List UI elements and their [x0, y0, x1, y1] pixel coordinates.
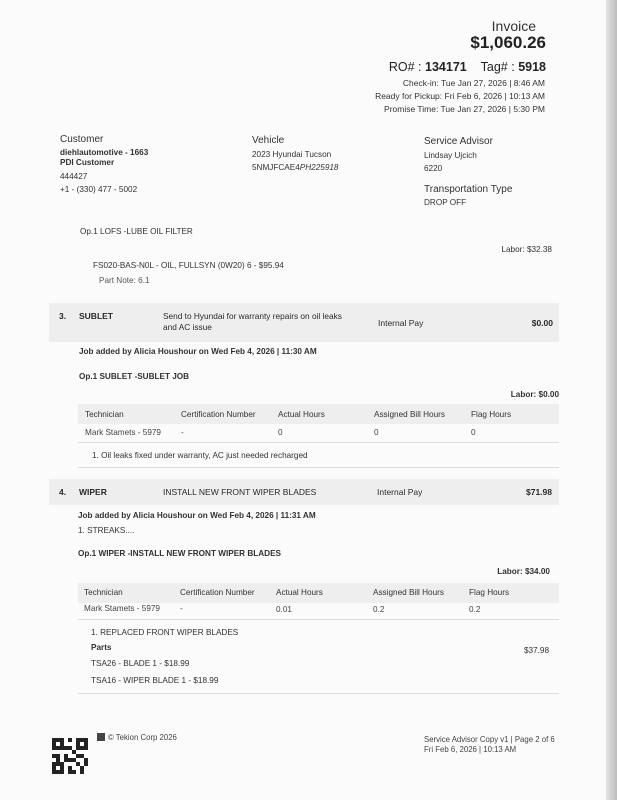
- prev-part-note: Part Note: 6.1: [99, 276, 150, 285]
- promise-time: Promise Time: Tue Jan 27, 2026 | 5:30 PM: [384, 104, 545, 114]
- ro-label: RO# :: [388, 60, 422, 74]
- advisor-heading: Service Advisor: [424, 136, 493, 147]
- advisor-number: 6220: [424, 164, 443, 173]
- checkin-time: Check-in: Tue Jan 27, 2026 | 8:46 AM: [402, 78, 545, 88]
- job4-th-flag: Flag Hours: [469, 588, 510, 597]
- job4-pay-type: Internal Pay: [377, 487, 423, 497]
- job4-th-actual: Actual Hours: [276, 588, 323, 597]
- job3-pay-type: Internal Pay: [378, 318, 424, 328]
- job4-th-cert: Certification Number: [180, 588, 255, 597]
- job3-number: 3.: [59, 311, 67, 321]
- vin-suffix: PH225918: [299, 163, 339, 172]
- scan-edge: [606, 0, 617, 800]
- job3-note-rule: [78, 467, 559, 468]
- job3-td-actual: 0: [278, 428, 283, 437]
- prev-op: Op.1 LOFS -LUBE OIL FILTER: [80, 227, 193, 236]
- job3-th-actual: Actual Hours: [278, 410, 325, 419]
- vehicle-model: 2023 Hyundai Tucson: [252, 150, 332, 159]
- job4-concern: 1. STREAKS....: [78, 526, 135, 535]
- invoice-total: $1,060.26: [470, 33, 546, 52]
- job3-tech-rule: [78, 442, 559, 443]
- job3-labor: Labor: $0.00: [510, 390, 559, 399]
- job3-td-technician: Mark Stamets - 5979: [85, 428, 161, 437]
- job4-parts-total: $37.98: [523, 646, 549, 655]
- job4-part-1: TSA26 - BLADE 1 - $18.99: [91, 659, 190, 668]
- job4-op: Op.1 WIPER -INSTALL NEW FRONT WIPER BLADES: [78, 549, 282, 558]
- job4-code: WIPER: [79, 487, 107, 497]
- job4-tech-rule: [78, 619, 559, 620]
- job3-code: SUBLET: [79, 311, 113, 321]
- job4-th-technician: Technician: [84, 588, 123, 597]
- job4-description: INSTALL NEW FRONT WIPER BLADES: [163, 487, 317, 497]
- job3-th-assigned: Assigned Bill Hours: [374, 410, 445, 419]
- vehicle-vin: [252, 162, 338, 174]
- vin-prefix: 5NMJFCAE4: [252, 163, 300, 172]
- footer-copy-info: Service Advisor Copy v1 | Page 2 of 6: [424, 735, 555, 744]
- job3-td-flag: 0: [471, 428, 476, 437]
- footer-copyright: © Tekion Corp 2026: [108, 733, 177, 742]
- customer-name: diehlautomotive - 1663: [60, 148, 149, 157]
- job3-op: Op.1 SUBLET -SUBLET JOB: [79, 372, 190, 381]
- job3-td-assigned: 0: [374, 428, 379, 437]
- job4-td-flag: 0.2: [469, 605, 481, 614]
- job3-added: Job added by Alicia Houshour on Wed Feb 4, 2026 | 11:30 AM: [79, 347, 317, 356]
- job4-amount: $71.98: [526, 487, 552, 497]
- tag-label: Tag# :: [480, 60, 515, 74]
- invoice-title: Invoice: [491, 18, 536, 34]
- job3-amount: $0.00: [531, 318, 553, 328]
- job4-number: 4.: [59, 487, 67, 497]
- vehicle-heading: Vehicle: [252, 135, 285, 146]
- prev-part: FS020-BAS-N0L - OIL, FULLSYN (0W20) 6 - $95.94: [93, 261, 284, 270]
- job3-th-technician: Technician: [85, 410, 124, 419]
- job4-td-actual: 0.01: [276, 605, 292, 614]
- customer-heading: Customer: [60, 134, 104, 145]
- ro-tag-line: [389, 60, 546, 74]
- footer-copyright-line: [97, 733, 177, 742]
- prev-labor: Labor: $32.38: [501, 245, 552, 254]
- customer-phone: +1 - (330) 477 - 5002: [60, 185, 138, 194]
- job4-td-cert: -: [180, 604, 183, 613]
- transport-heading: Transportation Type: [424, 184, 513, 195]
- job3-th-flag: Flag Hours: [471, 410, 512, 419]
- job3-description: Send to Hyundai for warranty repairs on oil leaks and AC issue: [163, 311, 342, 332]
- job4-note: 1. REPLACED FRONT WIPER BLADES: [91, 628, 239, 637]
- job3-th-cert: Certification Number: [181, 410, 256, 419]
- customer-type: PDI Customer: [60, 158, 115, 167]
- job3-note: 1. Oil leaks fixed under warranty, AC just needed recharged: [92, 451, 308, 460]
- ro-number: 134171: [425, 60, 467, 74]
- ready-time: Ready for Pickup: Fri Feb 6, 2026 | 10:13 AM: [375, 91, 545, 101]
- job4-th-assigned: Assigned Bill Hours: [373, 588, 444, 597]
- tag-number: 5918: [518, 60, 546, 74]
- tekion-logo-icon: [97, 733, 105, 741]
- job4-td-assigned: 0.2: [373, 605, 385, 614]
- footer-date: Fri Feb 6, 2026 | 10:13 AM: [424, 745, 517, 754]
- job4-parts-rule: [78, 693, 559, 694]
- job4-td-technician: Mark Stamets - 5979: [84, 604, 160, 613]
- job3-td-cert: -: [181, 428, 184, 437]
- job4-part-2: TSA16 - WIPER BLADE 1 - $18.99: [91, 676, 219, 685]
- customer-id: 444427: [60, 172, 88, 181]
- transport-value: DROP OFF: [424, 198, 467, 207]
- job4-parts-heading: Parts: [91, 643, 112, 652]
- job4-labor: Labor: $34.00: [497, 567, 550, 576]
- qr-code-icon: [52, 738, 88, 774]
- advisor-name: Lindsay Ujcich: [424, 151, 477, 160]
- job4-added: Job added by Alicia Houshour on Wed Feb 4, 2026 | 11:31 AM: [78, 511, 316, 520]
